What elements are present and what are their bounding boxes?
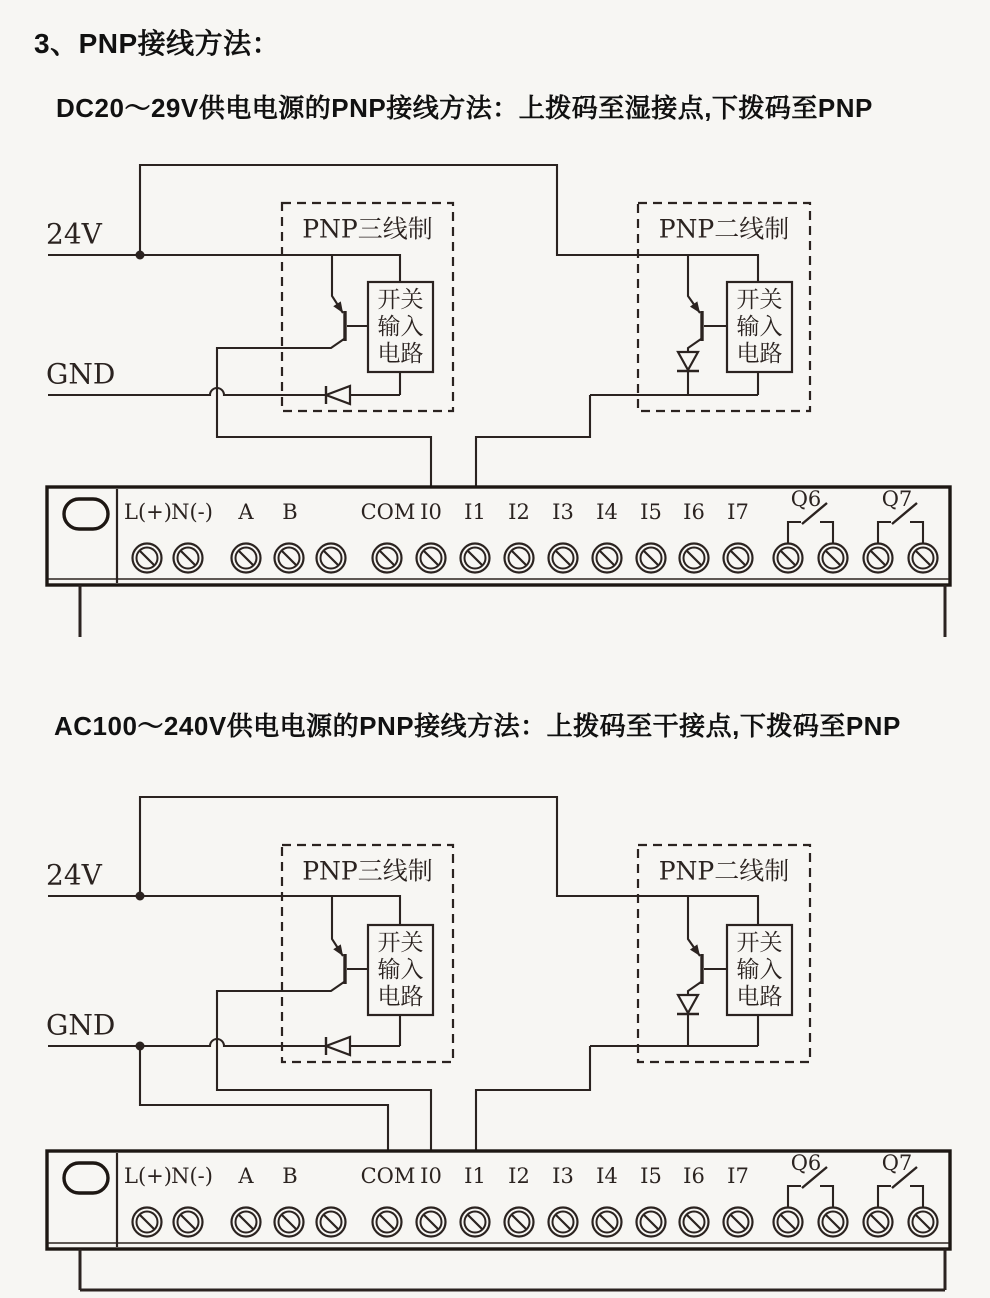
switch-input-circuit-text: 输入: [377, 957, 424, 983]
terminal-screw-icon: [317, 1208, 346, 1237]
transistor-arrow: [333, 944, 343, 956]
dc-wiring-subtitle: DC20～29V供电电源的PNP接线方法：上拨码至湿接点,下拨码至PNP: [56, 93, 873, 123]
terminal-label: I1: [464, 500, 486, 524]
diode-icon: [678, 995, 698, 1013]
terminal-label: I6: [683, 1164, 705, 1188]
terminal-label: I3: [552, 1164, 574, 1188]
relay-contact-icon: [788, 1151, 833, 1207]
terminal-screw-icon: [275, 1208, 304, 1237]
rail-gnd-label: GND: [46, 357, 116, 391]
terminal-label: N(-): [171, 500, 213, 524]
page-title: 3、PNP接线方法：: [34, 28, 281, 59]
dc-wiring: [46, 165, 950, 637]
terminal-label: I5: [640, 1164, 662, 1188]
rail-24v-label: 24V: [46, 858, 102, 892]
terminal-label: L(+): [124, 1164, 172, 1188]
relay-label: Q7: [881, 1151, 913, 1175]
rail-24v-label: 24V: [46, 217, 102, 251]
terminal-screw-icon: [133, 1208, 162, 1237]
terminal-label: I3: [552, 500, 574, 524]
terminal-screw-icon: [505, 1208, 534, 1237]
terminal-label: N(-): [171, 1164, 213, 1188]
terminal-screw-icon: [505, 544, 534, 573]
terminal-label: COM: [360, 500, 416, 524]
diode-icon: [678, 352, 698, 370]
terminal-strip: [47, 487, 950, 585]
wire: [476, 1046, 590, 1151]
switch-input-circuit-text: 输入: [736, 314, 783, 340]
wire: [910, 1186, 923, 1207]
switch-input-circuit-text: 输入: [736, 957, 783, 983]
pnp-two-wire-title: PNP二线制: [658, 856, 790, 886]
pnp-three-wire-title: PNP三线制: [302, 856, 433, 886]
terminal-screw-icon: [373, 1208, 402, 1237]
relay-contact-icon: [878, 1151, 923, 1207]
terminal-label: I5: [640, 500, 662, 524]
terminal-screw-icon: [232, 544, 261, 573]
switch-input-circuit-text: 输入: [377, 314, 424, 340]
terminal-label: I4: [596, 500, 618, 524]
wire: [48, 255, 400, 282]
terminal-screw-icon: [461, 544, 490, 573]
terminal-screw-icon: [680, 1208, 709, 1237]
rail-gnd-label: GND: [46, 1008, 116, 1042]
switch-input-circuit-text: 电路: [736, 984, 783, 1010]
switch-input-circuit-text: 电路: [377, 341, 424, 367]
terminal-screw-icon: [317, 544, 346, 573]
terminal-label: L(+): [124, 500, 172, 524]
terminal-screw-icon: [864, 1208, 893, 1237]
wire: [878, 522, 891, 543]
terminal-strip: [47, 1151, 950, 1249]
wire: [910, 522, 923, 543]
terminal-label: I0: [420, 1164, 442, 1188]
terminal-label: I6: [683, 500, 705, 524]
mounting-hole-icon: [64, 499, 108, 529]
transistor-arrow: [333, 301, 343, 313]
switch-input-circuit-text: 电路: [377, 984, 424, 1010]
relay-contact-icon: [788, 487, 833, 543]
switch-input-circuit-text: 开关: [377, 930, 424, 956]
switch-input-circuit-text: 开关: [377, 287, 424, 313]
diode-icon: [326, 386, 350, 404]
transistor-arrow: [690, 944, 700, 956]
terminal-screw-icon: [174, 544, 203, 573]
terminal-screw-icon: [417, 544, 446, 573]
switch-input-circuit-text: 开关: [736, 287, 783, 313]
terminal-label: I7: [727, 500, 749, 524]
terminal-screw-icon: [774, 1208, 803, 1237]
terminal-screw-icon: [680, 544, 709, 573]
terminal-label: I2: [508, 500, 530, 524]
terminal-label: A: [238, 500, 254, 524]
terminal-screw-icon: [593, 544, 622, 573]
terminal-screw-icon: [724, 1208, 753, 1237]
terminal-screw-icon: [819, 544, 848, 573]
terminal-label: A: [238, 1164, 254, 1188]
wire: [820, 522, 833, 543]
terminal-screw-icon: [909, 1208, 938, 1237]
wire: [476, 395, 590, 487]
terminal-label: B: [282, 500, 298, 524]
transistor-arrow: [690, 301, 700, 313]
terminal-screw-icon: [909, 544, 938, 573]
relay-label: Q7: [881, 487, 913, 511]
terminal-screw-icon: [637, 1208, 666, 1237]
pnp-three-wire-title: PNP三线制: [302, 214, 433, 244]
terminal-label: I4: [596, 1164, 618, 1188]
terminal-label: I7: [727, 1164, 749, 1188]
wire: [48, 896, 400, 925]
ac-wiring-subtitle: AC100～240V供电电源的PNP接线方法：上拨码至干接点,下拨码至PNP: [54, 711, 901, 741]
terminal-screw-icon: [417, 1208, 446, 1237]
terminal-screw-icon: [461, 1208, 490, 1237]
wire: [788, 1186, 801, 1207]
mounting-hole-icon: [64, 1163, 108, 1193]
diode-icon: [326, 1037, 350, 1055]
switch-input-circuit-text: 电路: [736, 341, 783, 367]
switch-input-circuit-text: 开关: [736, 930, 783, 956]
relay-label: Q6: [790, 487, 822, 511]
terminal-screw-icon: [174, 1208, 203, 1237]
terminal-screw-icon: [232, 1208, 261, 1237]
wire: [820, 1186, 833, 1207]
terminal-label: COM: [360, 1164, 416, 1188]
terminal-screw-icon: [593, 1208, 622, 1237]
terminal-label: I0: [420, 500, 442, 524]
terminal-screw-icon: [549, 544, 578, 573]
terminal-screw-icon: [819, 1208, 848, 1237]
terminal-screw-icon: [724, 544, 753, 573]
terminal-label: B: [282, 1164, 298, 1188]
relay-label: Q6: [790, 1151, 822, 1175]
wire: [140, 1046, 388, 1151]
terminal-screw-icon: [864, 544, 893, 573]
terminal-label: I1: [464, 1164, 486, 1188]
wire: [878, 1186, 891, 1207]
terminal-screw-icon: [133, 544, 162, 573]
terminal-screw-icon: [549, 1208, 578, 1237]
terminal-screw-icon: [774, 544, 803, 573]
pnp-two-wire-title: PNP二线制: [658, 214, 790, 244]
terminal-screw-icon: [275, 544, 304, 573]
terminal-screw-icon: [373, 544, 402, 573]
terminal-label: I2: [508, 1164, 530, 1188]
relay-contact-icon: [878, 487, 923, 543]
ac-wiring: [46, 797, 950, 1290]
wire: [788, 522, 801, 543]
terminal-screw-icon: [637, 544, 666, 573]
